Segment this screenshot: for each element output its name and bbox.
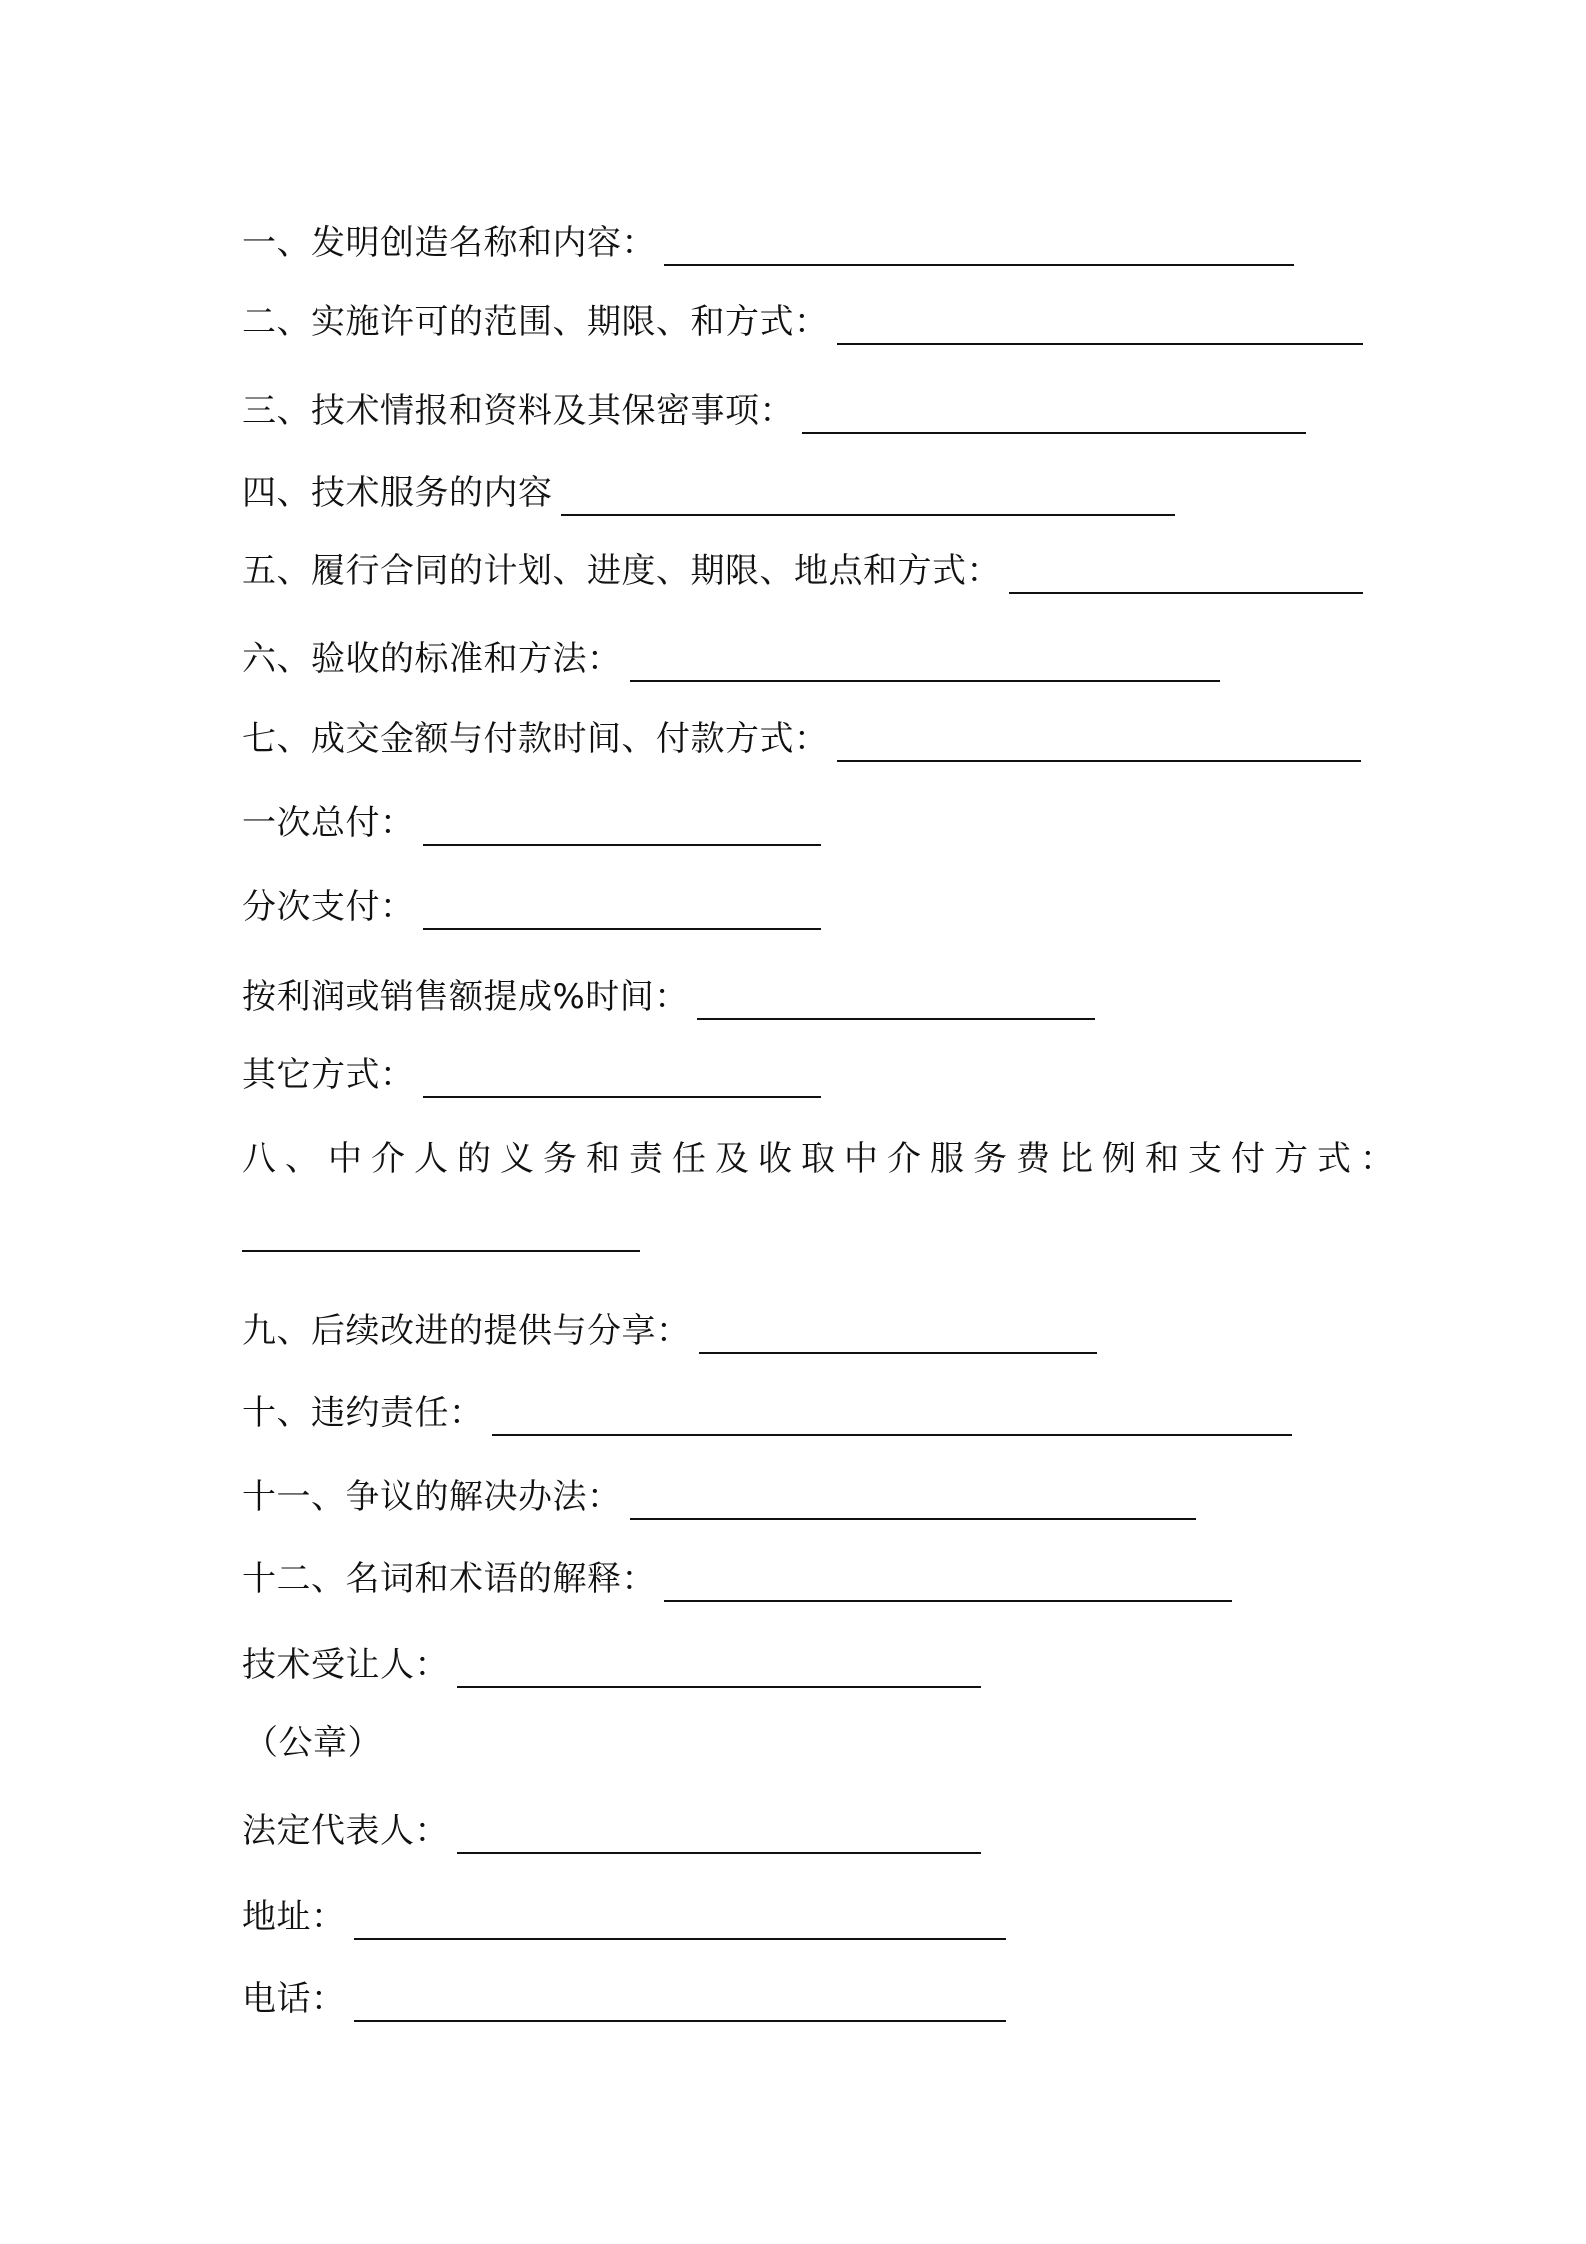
seal-label: （公章） bbox=[244, 1723, 382, 1763]
dispute-label: 十一、争议的解决办法： bbox=[242, 1477, 622, 1517]
transferee-blank bbox=[457, 1686, 981, 1688]
improvements-label: 九、后续改进的提供与分享： bbox=[242, 1311, 691, 1351]
dispute-blank bbox=[630, 1518, 1196, 1520]
form-line-improvements bbox=[242, 1296, 1097, 1351]
form-line-installment bbox=[242, 872, 821, 927]
royalty-blank bbox=[697, 1018, 1095, 1020]
terms-label: 十二、名词和术语的解释： bbox=[242, 1559, 656, 1599]
form-line-other-method bbox=[242, 1040, 821, 1095]
license-scope-blank bbox=[837, 343, 1363, 345]
acceptance-blank bbox=[630, 680, 1220, 682]
performance-plan-label: 五、履行合同的计划、进度、期限、地点和方式： bbox=[242, 551, 1001, 591]
confidential-info-blank bbox=[802, 432, 1306, 434]
license-scope-label: 二、实施许可的范围、期限、和方式： bbox=[242, 302, 829, 342]
lump-sum-label: 一次总付： bbox=[242, 803, 415, 843]
form-line-royalty bbox=[242, 962, 1095, 1017]
form-line-dispute bbox=[242, 1462, 1196, 1517]
form-line-terms bbox=[242, 1544, 1232, 1599]
installment-label: 分次支付： bbox=[242, 887, 415, 927]
service-content-label: 四、技术服务的内容 bbox=[242, 473, 553, 513]
legal-rep-blank bbox=[457, 1852, 981, 1854]
form-line-address bbox=[242, 1882, 1006, 1937]
breach-label: 十、违约责任： bbox=[242, 1393, 484, 1433]
transferee-label: 技术受让人： bbox=[242, 1645, 449, 1685]
other-method-label: 其它方式： bbox=[242, 1055, 415, 1095]
payment-blank bbox=[837, 760, 1361, 762]
form-line-breach bbox=[242, 1378, 1292, 1433]
form-line-lump-sum bbox=[242, 788, 821, 843]
other-method-blank bbox=[423, 1096, 821, 1098]
invention-name-label: 一、发明创造名称和内容： bbox=[242, 223, 656, 263]
intermediary-label: 八、中介人的义务和责任及收取中介服务费比例和支付方式： bbox=[242, 1139, 1403, 1179]
form-line-payment bbox=[242, 704, 1361, 759]
royalty-label: 按利润或销售额提成%时间： bbox=[242, 977, 689, 1017]
confidential-info-label: 三、技术情报和资料及其保密事项： bbox=[242, 391, 794, 431]
payment-label: 七、成交金额与付款时间、付款方式： bbox=[242, 719, 829, 759]
terms-blank bbox=[664, 1600, 1232, 1602]
form-line-transferee bbox=[242, 1630, 981, 1685]
form-line-intermediary bbox=[242, 1124, 1403, 1179]
acceptance-label: 六、验收的标准和方法： bbox=[242, 639, 622, 679]
installment-blank bbox=[423, 928, 821, 930]
form-line-license-scope bbox=[242, 287, 1363, 342]
form-line-seal bbox=[244, 1708, 382, 1763]
service-content-blank bbox=[561, 514, 1175, 516]
form-line-legal-rep bbox=[242, 1796, 981, 1851]
legal-rep-label: 法定代表人： bbox=[242, 1811, 449, 1851]
form-line-performance-plan bbox=[242, 536, 1363, 591]
invention-name-blank bbox=[664, 264, 1294, 266]
phone-label: 电话： bbox=[242, 1979, 346, 2019]
address-label: 地址： bbox=[242, 1897, 346, 1937]
lump-sum-blank bbox=[423, 844, 821, 846]
phone-blank bbox=[354, 2020, 1006, 2022]
intermediary-blank bbox=[242, 1250, 640, 1252]
form-line-phone bbox=[242, 1964, 1006, 2019]
form-line-confidential-info bbox=[242, 376, 1306, 431]
breach-blank bbox=[492, 1434, 1292, 1436]
form-line-invention-name bbox=[242, 208, 1294, 263]
address-blank bbox=[354, 1938, 1006, 1940]
performance-plan-blank bbox=[1009, 592, 1363, 594]
improvements-blank bbox=[699, 1352, 1097, 1354]
form-line-service-content bbox=[242, 458, 1175, 513]
form-line-acceptance bbox=[242, 624, 1220, 679]
